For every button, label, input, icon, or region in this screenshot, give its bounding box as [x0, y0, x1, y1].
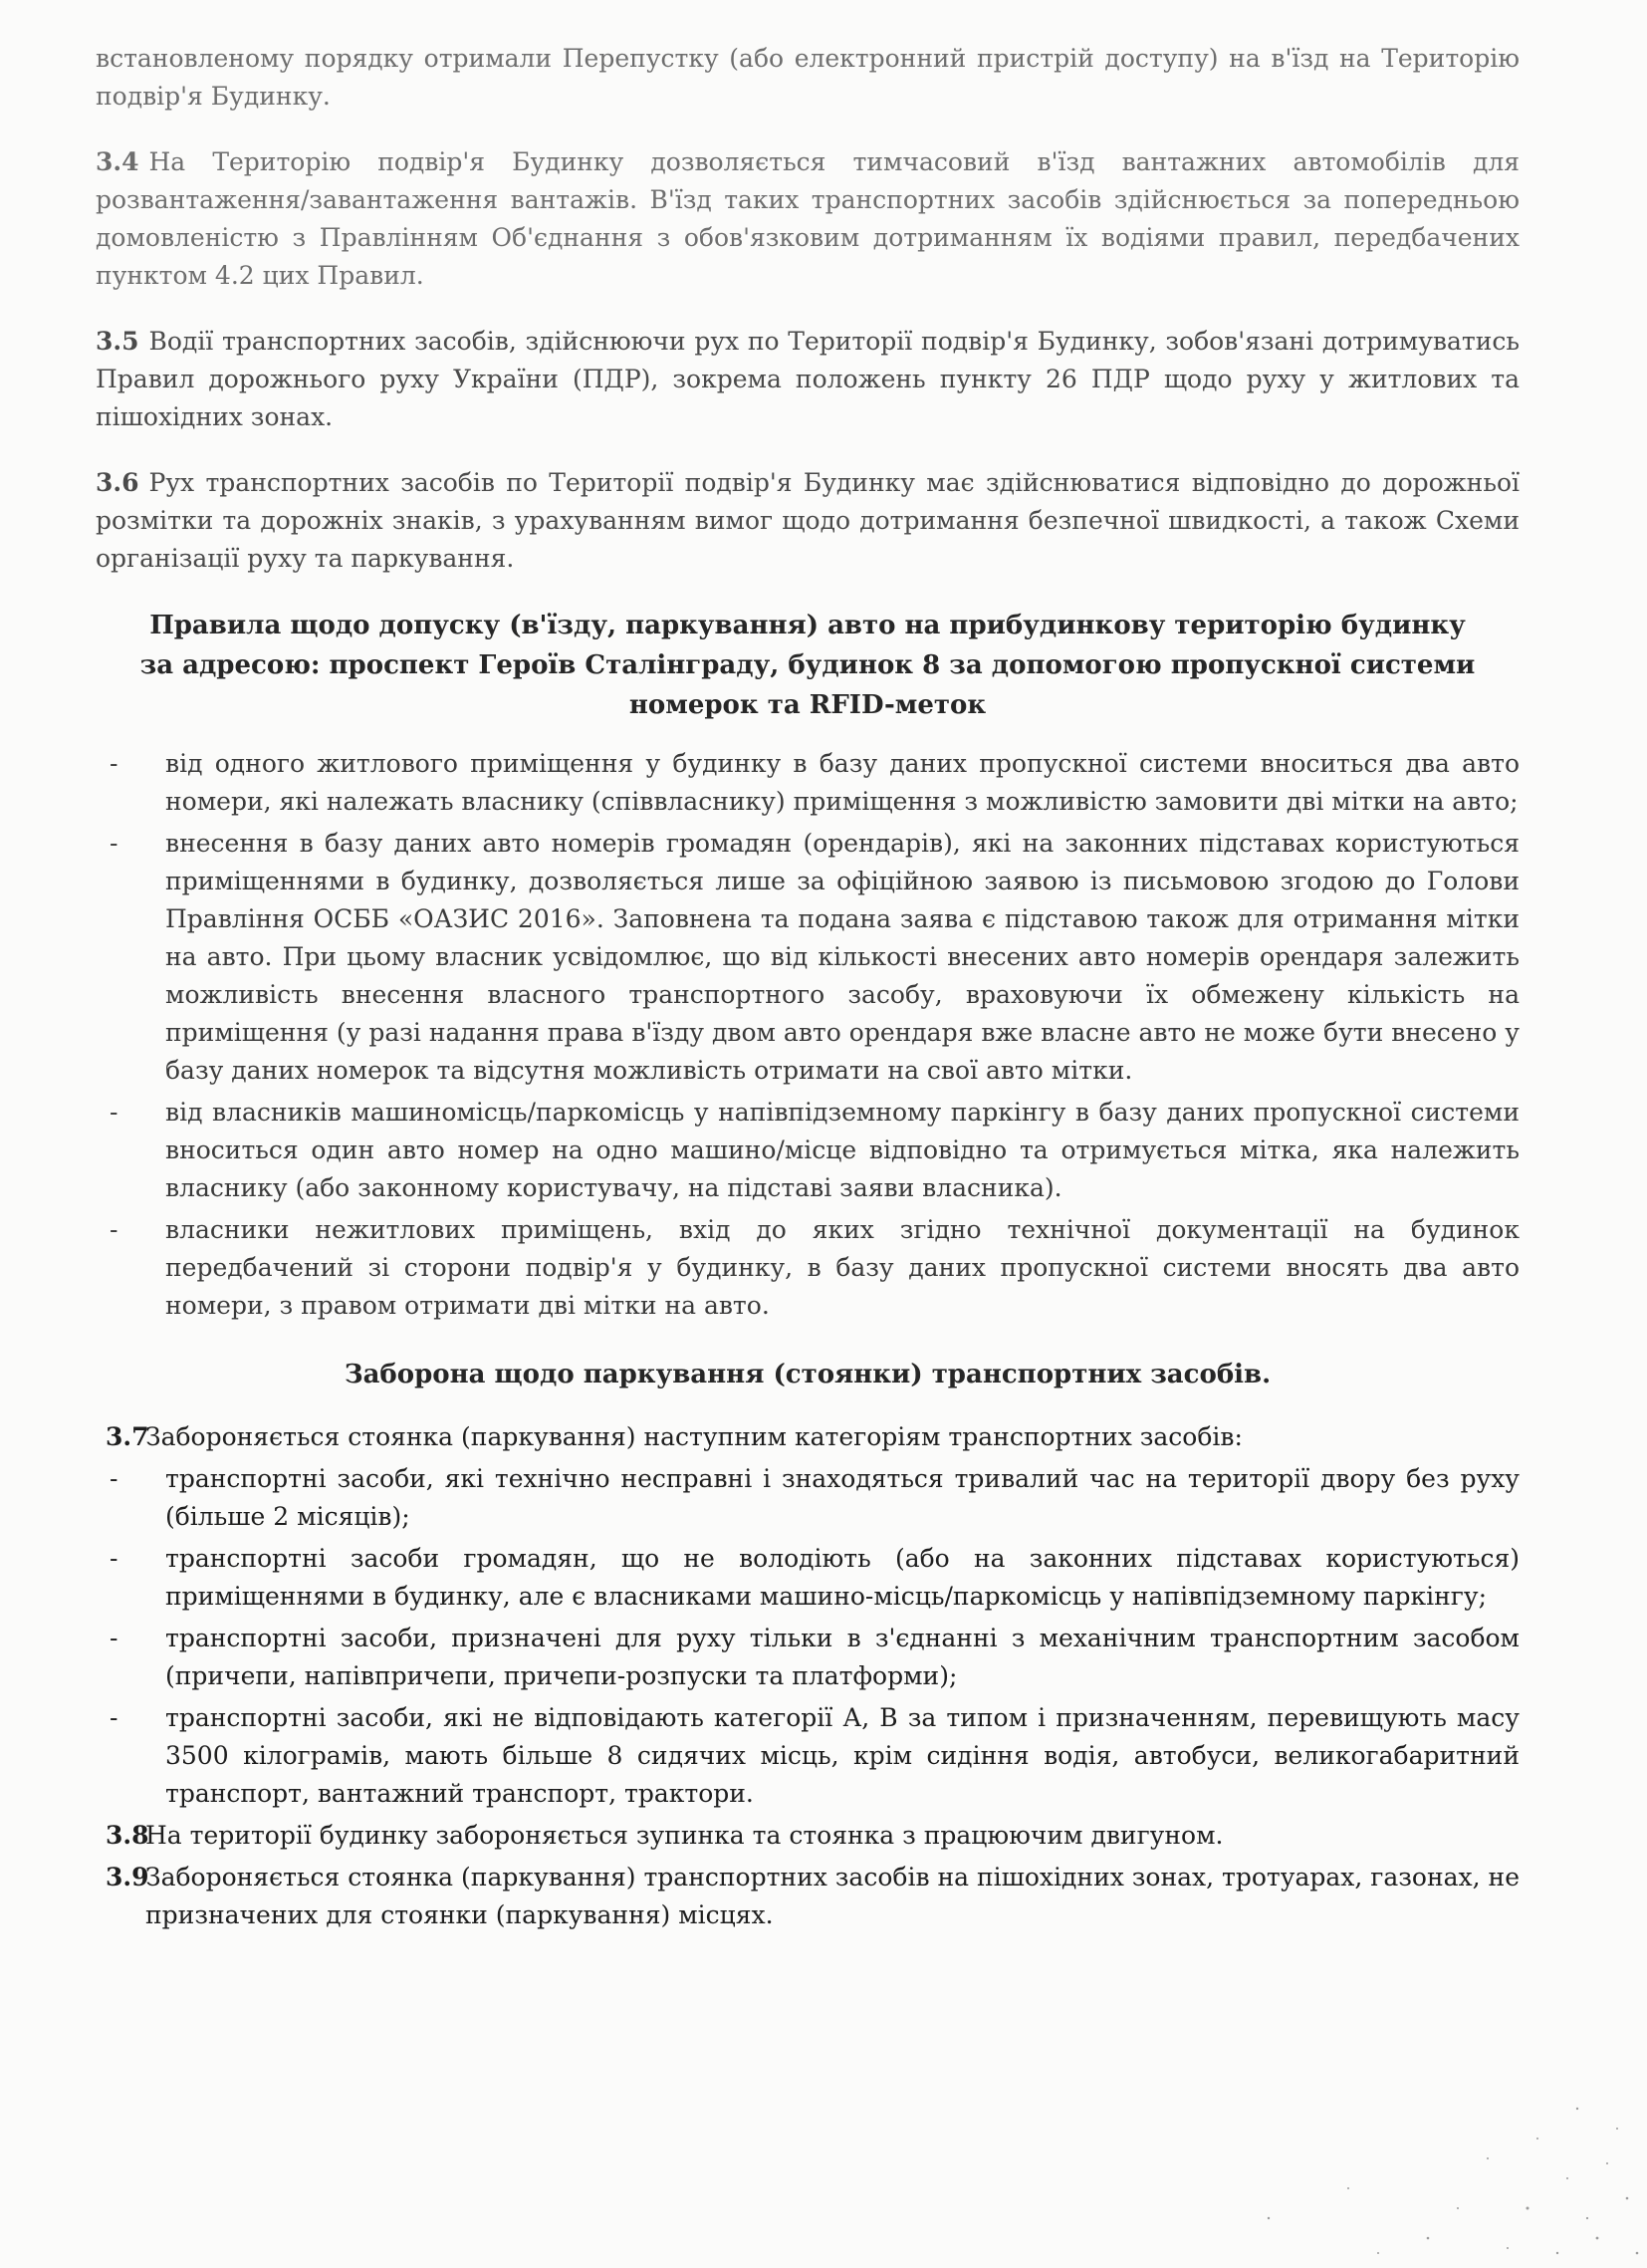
clause-number: 3.6 [96, 468, 139, 497]
list-item [96, 1094, 1520, 1207]
list-item-text: транспортні засоби, які технічно несправні і знаходяться тривалий час на території двору без руху (більше 2 місяців); [165, 1464, 1520, 1531]
dash-bullet: - [110, 1544, 118, 1573]
clause-number: 3.7 [106, 1422, 149, 1451]
list-item-text: транспортні засоби, призначені для руху тільки в з'єднанні з механічним транспортним засобом (причепи, напівпричепи, причепи-розпуски та платформи); [165, 1624, 1520, 1690]
list-item [96, 1211, 1520, 1325]
paragraph-3-6 [96, 464, 1520, 578]
section-heading-parking-ban: Заборона щодо паркування (стоянки) транспортних засобів. [344, 1360, 1272, 1389]
clause-number: 3.8 [106, 1821, 149, 1850]
clause-text: Забороняється стоянка (паркування) наступним категоріям транспортних засобів: [145, 1422, 1243, 1451]
dash-bullet: - [110, 1215, 118, 1244]
paragraph-intro [96, 40, 1520, 116]
clause-number: 3.4 [96, 147, 139, 176]
list-item [96, 825, 1520, 1090]
paragraph-3-9 [96, 1859, 1520, 1934]
paragraph-3-8 [96, 1817, 1520, 1855]
dash-bullet: - [110, 1464, 118, 1493]
dash-bullet: - [110, 1098, 118, 1127]
clause-text: На території будинку забороняється зупинка та стоянка з працюючим двигуном. [145, 1821, 1224, 1850]
clause-text: Рух транспортних засобів по Території подвір'я Будинку має здійснюватися відповідно до дорожньої розмітки та дорожніх знаків, з урахуванням вимог щодо дотримання безпечної швидкості, а також Схеми організації руху та паркування. [96, 468, 1520, 573]
paragraph-3-7 [96, 1418, 1520, 1456]
dash-bullet: - [110, 1624, 118, 1652]
list-item [96, 745, 1520, 821]
list-item-text: внесення в базу даних авто номерів громадян (орендарів), які на законних підставах користуються приміщеннями в будинку, дозволяється лише за офіційною заявою із письмовою згодою до Голови Правління ОСББ «ОАЗИС 2016». Заповнена та подана заява є підставою також для отримання мітки на авто. При цьому власник усвідомлює, що від кількості внесених авто номерів орендаря залежить можливість внесення власного транспортного засобу, враховуючи їх обмежену кількість на приміщення (у разі надання права в'їзду двом авто орендаря вже власне авто не може бути внесено у базу даних номерок та відсутня можливість отримати на свої авто мітки. [165, 829, 1520, 1085]
dash-bullet: - [110, 749, 118, 778]
document-page [96, 40, 1520, 1938]
list-item-text: транспортні засоби, які не відповідають категорії А, В за типом і призначенням, перевищують масу 3500 кілограмів, мають більше 8 сидячих місць, крім сидіння водія, автобуси, великогабаритний транспорт, вантажний транспорт, трактори. [165, 1703, 1520, 1808]
clause-text: На Територію подвір'я Будинку дозволяється тимчасовий в'їзд вантажних автомобілів для розвантаження/завантаження вантажів. В'їзд таких транспортних засобів здійснюється за попередньою домовленістю з Правлінням Об'єднання з обов'язковим дотриманням їх водіями правил, передбачених пунктом 4.2 цих Правил. [96, 147, 1520, 290]
clause-text: Забороняється стоянка (паркування) транспортних засобів на пішохідних зонах, тротуарах, газонах, не призначених для стоянки (паркування) місцях. [145, 1863, 1520, 1929]
clause-text: Водії транспортних засобів, здійснюючи рух по Території подвір'я Будинку, зобов'язані дотримуватись Правил дорожнього руху України (ПДР), зокрема положень пункту 26 ПДР щодо руху у житлових та пішохідних зонах. [96, 327, 1520, 431]
list-item-text: від власників машиномісць/паркомісць у напівпідземному паркінгу в базу даних пропускної системи вноситься один авто номер на одно машино/місце відповідно та отримується мітка, яка належить власнику (або законному користувачу, на підставі заяви власника). [165, 1098, 1520, 1202]
clause-number: 3.5 [96, 327, 139, 356]
list-item [96, 1620, 1520, 1695]
list-item [96, 1460, 1520, 1536]
list-item-text: транспортні засоби громадян, що не володіють (або на законних підставах користуються) приміщеннями в будинку, але є власниками машино-місць/паркомісць у напівпідземному паркінгу; [165, 1544, 1520, 1611]
paragraph-3-4 [96, 143, 1520, 295]
list-item-text: власники нежитлових приміщень, вхід до яких згідно технічної документації на будинок передбачений зі сторони подвір'я у будинку, в базу даних пропускної системи вносять два авто номери, з правом отримати дві мітки на авто. [165, 1215, 1520, 1320]
list-item [96, 1540, 1520, 1616]
clause-number: 3.9 [106, 1863, 149, 1891]
dash-bullet: - [110, 829, 118, 858]
dash-bullet: - [110, 1703, 118, 1732]
access-rules-list [96, 745, 1520, 1325]
section-heading-access-rules: Правила щодо допуску (в'їзду, паркування) авто на прибудинкову територію будинку за адресою: проспект Героїв Сталінграду, будинок 8 за допомогою пропускної системи номерок та RFID-меток [139, 611, 1476, 720]
paragraph-3-5 [96, 323, 1520, 436]
paragraph-intro-text: встановленому порядку отримали Перепустку (або електронний пристрій доступу) на в'їзд на Територію подвір'я Будинку. [96, 44, 1520, 111]
list-item-text: від одного житлового приміщення у будинку в базу даних пропускної системи вноситься два авто номери, які належать власнику (співвласнику) приміщення з можливістю замовити дві мітки на авто; [165, 749, 1520, 816]
scan-noise [1229, 2069, 1647, 2268]
list-item [96, 1699, 1520, 1813]
parking-ban-list [96, 1460, 1520, 1813]
